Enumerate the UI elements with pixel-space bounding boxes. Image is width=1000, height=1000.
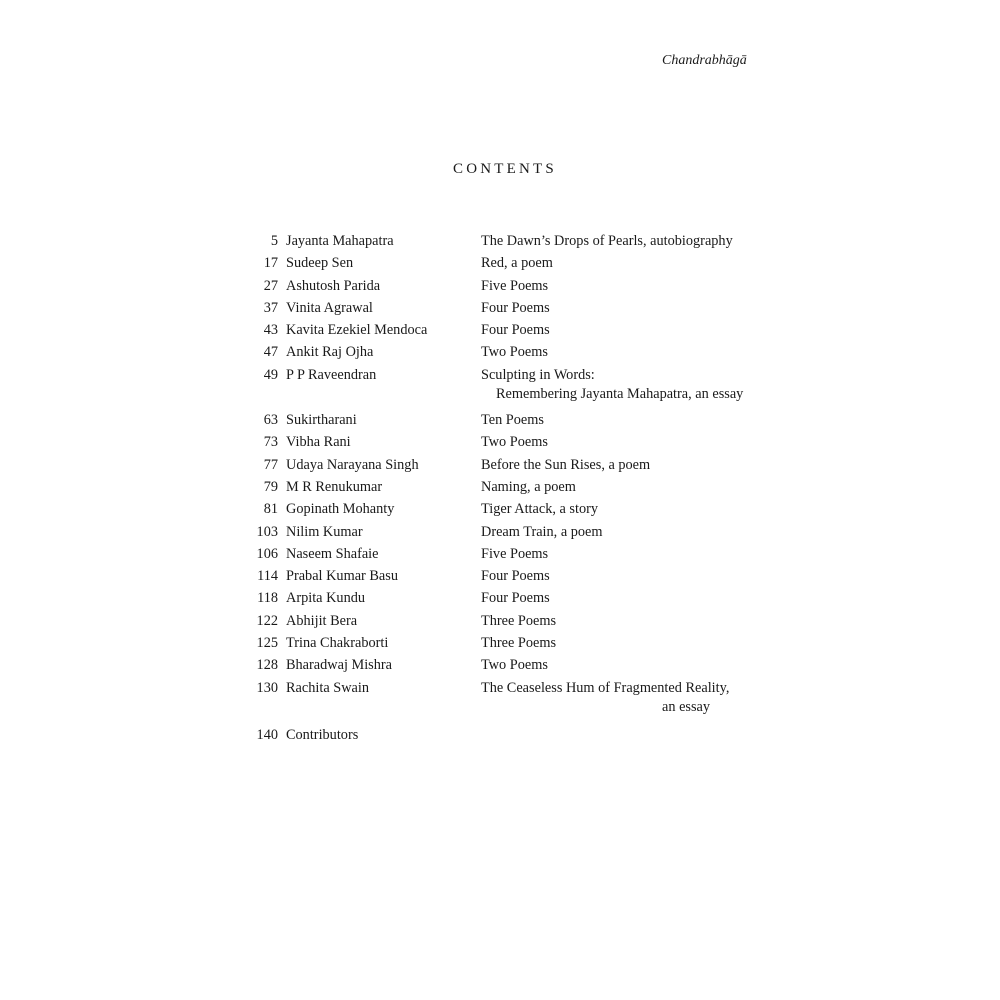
page-number: 77 (263, 456, 278, 473)
page-number: 17 (263, 255, 278, 272)
author-name: Nilim Kumar (286, 523, 363, 540)
page-number: 63 (263, 412, 278, 429)
work-title: Two Poems (481, 434, 548, 451)
work-title-line: Sculpting in Words: (481, 366, 595, 383)
work-title: Five Poems (481, 277, 549, 294)
author-name: Prabal Kumar Basu (286, 568, 398, 585)
toc-entry[interactable] (240, 297, 780, 319)
work-title: The Dawn’s Drops of Pearls, autobiography (481, 233, 733, 249)
page-number: 79 (263, 478, 278, 495)
toc-entry-contributors[interactable] (240, 724, 780, 746)
page-title: CONTENTS (453, 161, 557, 177)
work-title: Four Poems (481, 299, 550, 316)
page-number: 106 (256, 545, 278, 562)
page-number: 140 (256, 726, 278, 743)
work-title (481, 677, 780, 720)
author-name: Jayanta Mahapatra (286, 233, 394, 249)
section-name: Contributors (286, 726, 359, 743)
author-name: Bharadwaj Mishra (286, 657, 393, 674)
toc-entry[interactable] (240, 252, 780, 274)
work-title-line: The Ceaseless Hum of Fragmented Reality, (481, 679, 730, 696)
author-name: Ankit Raj Ojha (286, 344, 374, 361)
toc-entry[interactable] (240, 341, 780, 363)
work-title (481, 364, 780, 407)
work-title: Five Poems (481, 545, 549, 562)
page-number: 130 (256, 679, 278, 696)
author-name: Abhijit Bera (286, 612, 358, 629)
toc-entry[interactable] (240, 677, 780, 720)
page-number: 37 (263, 299, 278, 316)
author-name: Gopinath Mohanty (286, 501, 395, 518)
author-name: Vinita Agrawal (286, 299, 373, 316)
author-name: Sukirtharani (286, 412, 357, 429)
toc-entry[interactable] (240, 409, 780, 431)
toc-entry[interactable] (240, 364, 780, 407)
work-title: Three Poems (481, 612, 557, 629)
work-title: Tiger Attack, a story (481, 501, 599, 518)
work-title: Naming, a poem (481, 478, 576, 495)
page-number: 43 (263, 322, 278, 339)
toc-entry[interactable] (240, 565, 780, 587)
running-head: Chandrabhāgā (662, 53, 747, 68)
work-title: Two Poems (481, 344, 548, 361)
page-number: 103 (256, 523, 278, 540)
work-title: Two Poems (481, 657, 548, 674)
toc-entry[interactable] (240, 476, 780, 498)
work-title: Three Poems (481, 635, 557, 652)
page-number: 122 (256, 612, 278, 629)
toc-entry[interactable] (240, 632, 780, 654)
work-title: Red, a poem (481, 255, 553, 272)
author-name: Udaya Narayana Singh (286, 456, 419, 473)
page-number: 47 (263, 344, 278, 361)
page-number: 5 (270, 233, 278, 249)
author-name: Ashutosh Parida (286, 277, 381, 294)
author-name: Vibha Rani (286, 434, 351, 451)
work-title (481, 724, 780, 746)
work-title: Dream Train, a poem (481, 523, 603, 540)
toc-entry[interactable] (240, 587, 780, 609)
author-name: M R Renukumar (286, 478, 383, 495)
work-title: Four Poems (481, 590, 550, 607)
work-title: Ten Poems (481, 412, 544, 429)
author-name: Sudeep Sen (286, 255, 354, 272)
page-number: 118 (257, 590, 278, 607)
work-title-continuation: Remembering Jayanta Mahapatra, an essay (496, 386, 744, 403)
page-number: 128 (256, 657, 278, 674)
table-of-contents (240, 230, 780, 746)
page-number: 73 (263, 434, 278, 451)
author-name: Rachita Swain (286, 679, 369, 696)
author-name: Naseem Shafaie (286, 545, 379, 562)
author-name: Trina Chakraborti (286, 635, 389, 652)
work-title: Four Poems (481, 322, 550, 339)
page-number: 27 (263, 277, 278, 294)
toc-entry[interactable] (240, 319, 780, 341)
work-title-continuation: an essay (662, 698, 711, 715)
page-number: 49 (263, 366, 278, 383)
page-number: 81 (263, 501, 278, 518)
toc-entry[interactable] (240, 654, 780, 676)
author-name: Kavita Ezekiel Mendoca (286, 322, 428, 339)
page-number: 125 (256, 635, 278, 652)
toc-entry[interactable] (240, 543, 780, 565)
page-number: 114 (257, 568, 278, 585)
toc-entry[interactable] (240, 230, 780, 252)
toc-entry[interactable] (240, 431, 780, 453)
author-name: P P Raveendran (286, 366, 377, 383)
toc-entry[interactable] (240, 454, 780, 476)
toc-entry[interactable] (240, 521, 780, 543)
toc-entry[interactable] (240, 610, 780, 632)
work-title: Before the Sun Rises, a poem (481, 456, 651, 473)
author-name: Arpita Kundu (286, 590, 366, 607)
toc-entry[interactable] (240, 498, 780, 520)
toc-entry[interactable] (240, 275, 780, 297)
work-title: Four Poems (481, 568, 550, 585)
